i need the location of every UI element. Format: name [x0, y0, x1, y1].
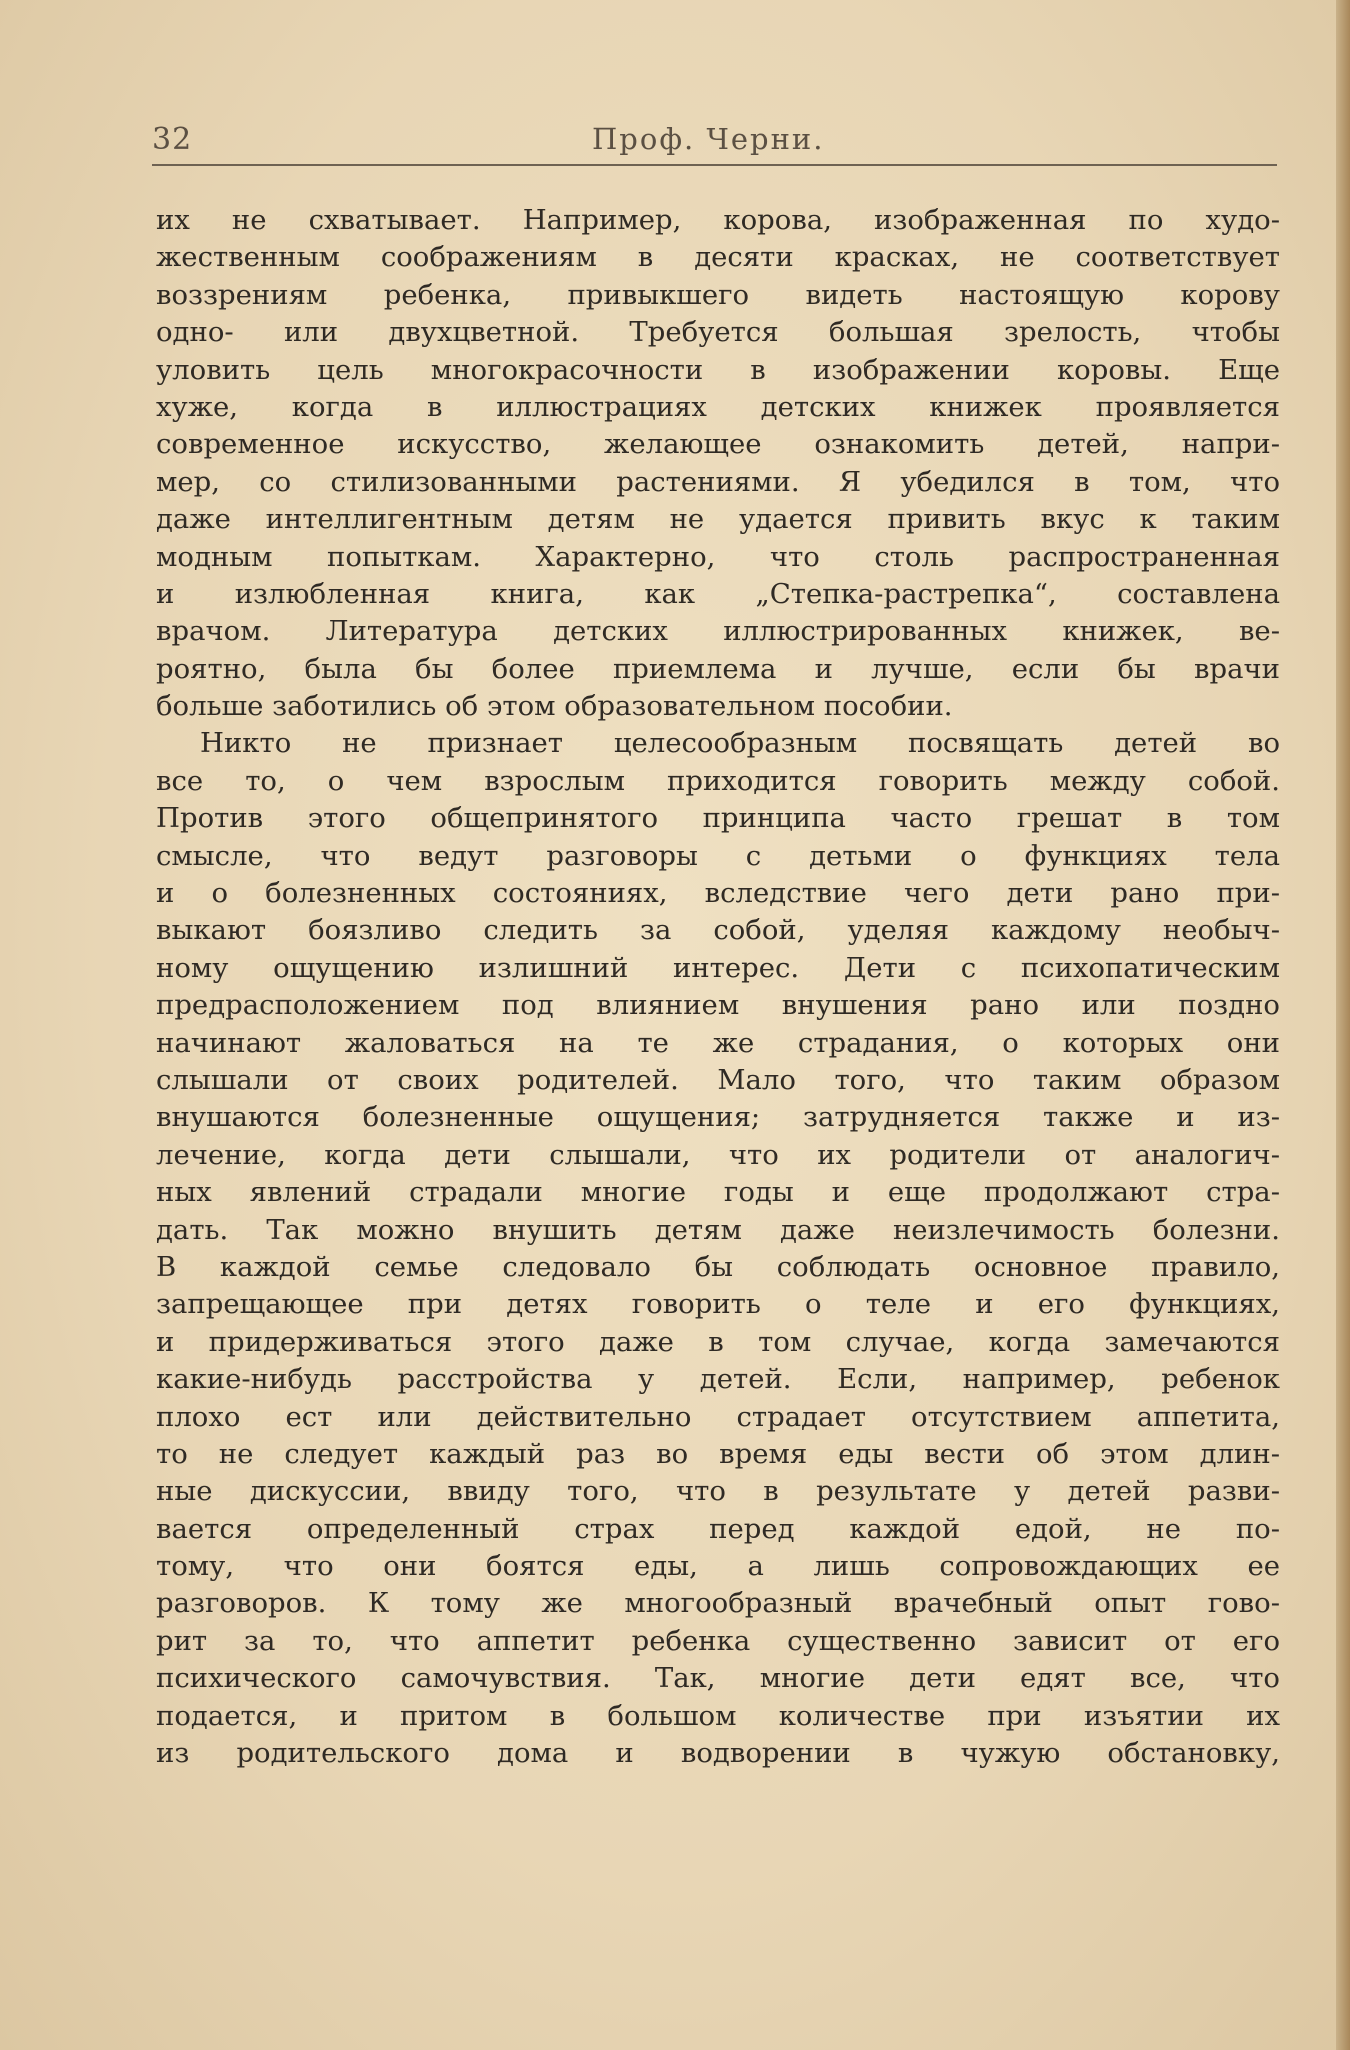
text-line: Никто не признает целесообразным посвящать детей во	[200, 727, 1280, 760]
text-line: и излюбленная книга, как „Степка-растрепка“, составлена	[156, 577, 1280, 610]
text-line: воззрениям ребенка, привыкшего видеть настоящую корову	[156, 278, 1280, 311]
text-line: какие-нибудь расстройства у детей. Если, например, ребенок	[156, 1363, 1280, 1396]
text-line: врачом. Литература детских иллюстрированных книжек, ве-	[156, 615, 1280, 648]
text-line: уловить цель многокрасочности в изображении коровы. Еще	[156, 353, 1280, 386]
text-line: подается, и притом в большом количестве при изъятии их	[156, 1699, 1280, 1732]
text-line: смысле, что ведут разговоры с детьми о функциях тела	[156, 839, 1280, 872]
text-line: из родительского дома и водворении в чужую обстановку,	[156, 1737, 1280, 1770]
text-line: предрасположением под влиянием внушения рано или поздно	[156, 989, 1280, 1022]
text-line: запрещающее при детях говорить о теле и его функциях,	[156, 1288, 1280, 1321]
text-line: вается определенный страх перед каждой едой, не по-	[156, 1512, 1280, 1545]
text-line: даже интеллигентным детям не удается привить вкус к таким	[156, 503, 1280, 536]
text-line: ных явлений страдали многие годы и еще продолжают стра-	[156, 1176, 1280, 1209]
body-text	[156, 202, 1280, 1772]
text-line: роятно, была бы более приемлема и лучше, если бы врачи	[156, 652, 1280, 685]
page-edge	[1336, 0, 1350, 2050]
page-header	[152, 118, 1277, 166]
text-line: В каждой семье следовало бы соблюдать основное правило,	[156, 1250, 1280, 1283]
running-head: Проф. Черни.	[592, 122, 825, 156]
text-line: их не схватывает. Например, корова, изображенная по худо-	[156, 204, 1280, 236]
text-line: рит за то, что аппетит ребенка существенно зависит от его	[156, 1624, 1280, 1657]
text-line: внушаются болезненные ощущения; затрудняется также и из-	[156, 1101, 1280, 1134]
paragraph	[156, 725, 1280, 1772]
page-number: 32	[152, 122, 193, 157]
text-line: начинают жаловаться на те же страдания, о которых они	[156, 1026, 1280, 1059]
text-line: все то, о чем взрослым приходится говорить между собой.	[156, 764, 1280, 797]
text-line: Против этого общепринятого принципа часто грешат в том	[156, 802, 1280, 835]
header-rule	[152, 164, 1277, 166]
text-line: ные дискуссии, ввиду того, что в результате у детей разви-	[156, 1475, 1280, 1508]
text-line: современное искусство, желающее ознакомить детей, напри-	[156, 428, 1280, 461]
paragraph	[156, 202, 1280, 725]
text-line: тому, что они боятся еды, а лишь сопровождающих ее	[156, 1550, 1280, 1583]
text-line: разговоров. К тому же многообразный врачебный опыт гово-	[156, 1587, 1280, 1620]
text-line: то не следует каждый раз во время еды вести об этом длин-	[156, 1437, 1280, 1470]
text-line: жественным соображениям в десяти красках, не соответствует	[156, 241, 1280, 274]
text-line: хуже, когда в иллюстрациях детских книжек проявляется	[156, 390, 1280, 423]
text-line: и о болезненных состояниях, вследствие чего дети рано при-	[156, 877, 1280, 910]
text-line: дать. Так можно внушить детям даже неизлечимость болезни.	[156, 1213, 1280, 1246]
text-line: плохо ест или действительно страдает отсутствием аппетита,	[156, 1400, 1280, 1433]
text-line: слышали от своих родителей. Мало того, что таким образом	[156, 1063, 1280, 1096]
text-line: и придерживаться этого даже в том случае, когда замечаются	[156, 1325, 1280, 1358]
text-line: одно- или двухцветной. Требуется большая зрелость, чтобы	[156, 316, 1280, 349]
text-line: мер, со стилизованными растениями. Я убедился в том, что	[156, 465, 1280, 498]
text-line: лечение, когда дети слышали, что их родители от аналогич-	[156, 1138, 1280, 1171]
text-line: психического самочувствия. Так, многие дети едят все, что	[156, 1662, 1280, 1695]
text-line: выкают боязливо следить за собой, уделяя каждому необыч-	[156, 914, 1280, 947]
text-line: больше заботились об этом образовательном пособии.	[156, 690, 953, 723]
text-line: модным попыткам. Характерно, что столь распространенная	[156, 540, 1280, 573]
text-line: ному ощущению излишний интерес. Дети с психопатическим	[156, 951, 1280, 984]
